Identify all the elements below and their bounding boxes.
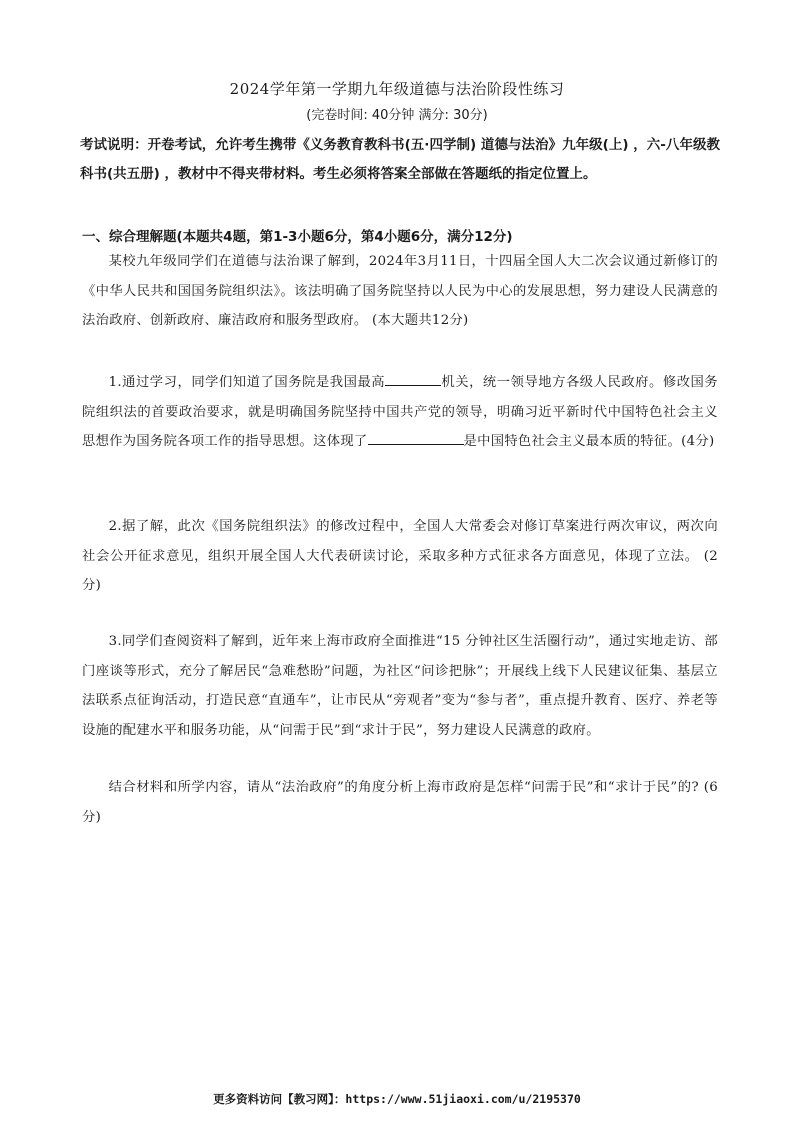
footer-prefix: 更多资料访问【教习网】： [213, 1092, 346, 1106]
question-3-material: 3.同学们查阅资料了解到，近年来上海市政府全面推进“15 分钟社区生活圈行动”，通过实地走访、部门座谈等形式，充分了解居民“急难愁盼”问题，为社区“问诊把脉”；开展线上线下人民建议征集、基层立法联系点征询活动，打造民意“直通车”，让市民从“旁观者”变为“参与者”，重点提升教育、医疗、养老等设施的配建水平和服务功能，从“问需于民”到“求计于民”，努力建设人民满意的政府。 [82, 634, 718, 738]
page-footer [0, 1091, 794, 1107]
question-2: 2.据了解，此次《国务院组织法》的修改过程中，全国人大常委会对修订草案进行两次审议，两次向社会公开征求意见，组织开展全国人大代表研读讨论，采取多种方式征求各方面意见，体现了立法。 (2分) [82, 519, 718, 593]
page-title: 2024学年第一学期九年级道德与法治阶段性练习 [229, 80, 565, 98]
question-3-prompt: 结合材料和所学内容，请从“法治政府”的角度分析上海市政府是怎样“问需于民”和“求计于民”的? (6分) [82, 780, 718, 825]
answer-blank-1[interactable] [385, 371, 441, 386]
answer-blank-2[interactable] [368, 430, 464, 445]
section-intro: 某校九年级同学们在道德与法治课了解到，2024年3月11日，十四届全国人大二次会议通过新修订的《中华人民共和国国务院组织法》。该法明确了国务院坚持以人民为中心的发展思想，努力建设人民满意的法治政府、创新政府、廉洁政府和服务型政府。 (本大题共12分) [82, 254, 718, 328]
exam-time-score: (完卷时间: 40分钟 满分: 30分) [306, 108, 488, 123]
question-1 [82, 368, 718, 457]
question-1-part-1: 1.通过学习，同学们知道了国务院是我国最高 [108, 375, 386, 390]
question-1-part-2: 机关，统一领导地方各级人民政府。修改国务院组织法的首要政治要求，就是明确国务院坚持中国共产党的领导，明确习近平新时代中国特色社会主义思想作为国务院各项工作的指导思想。这体现了 [82, 375, 718, 449]
footer-link[interactable]: https://www.51jiaoxi.com/u/2195370 [345, 1092, 581, 1106]
exam-instructions: 考试说明：开卷考试，允许考生携带《义务教育教科书(五·四学制) 道德与法治》九年级(上) ，六-八年级教科书(共五册) ，教材中不得夹带材料。考生必须将答案全部做在答题纸的指定位置上。 [80, 137, 720, 182]
section-heading: 一、综合理解题(本题共4题，第1-3小题6分，第4小题6分，满分12分) [82, 229, 513, 245]
question-1-part-3: 是中国特色社会主义最本质的特征。(4分) [463, 434, 715, 449]
